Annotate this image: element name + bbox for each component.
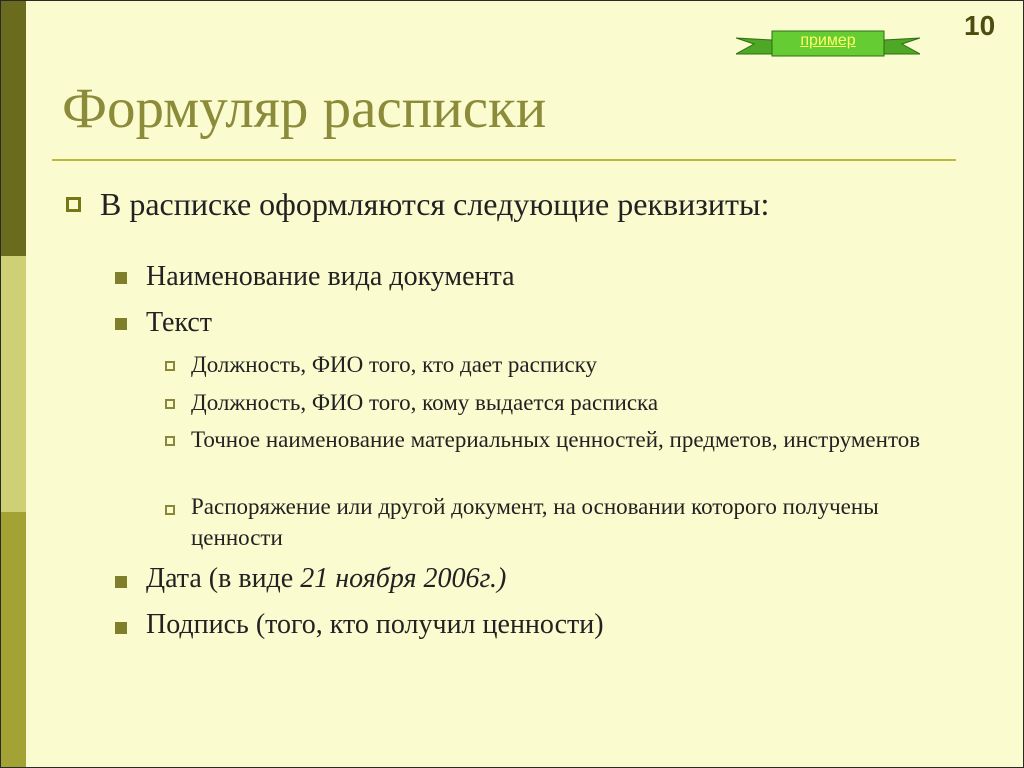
intro-text: В расписке оформляются следующие реквизиты: (100, 186, 770, 222)
date-prefix: Дата (в виде (146, 563, 301, 594)
side-strip-dark (1, 1, 26, 256)
small-square-bullet-icon (165, 399, 175, 409)
example-ribbon-button[interactable] (736, 28, 920, 62)
item-signature: Подпись (того, кто получил ценности) (146, 609, 604, 640)
subitem-giver: Должность, ФИО того, кто дает расписку (191, 352, 598, 377)
subitem-basis-document: Распоряжение или другой документ, на основании которого получены ценности (191, 494, 879, 550)
date-example: 21 ноября 2006г.) (300, 563, 507, 594)
side-strip-light (1, 256, 26, 512)
square-bullet-icon (115, 272, 127, 284)
subitem-receiver: Должность, ФИО того, кому выдается расписка (191, 390, 659, 415)
item-doc-type: Наименование вида документа (146, 261, 515, 292)
square-bullet-icon (115, 576, 127, 588)
small-square-bullet-icon (165, 361, 175, 371)
ribbon-label: пример (800, 32, 856, 49)
title-divider (52, 159, 956, 161)
square-bullet-icon (115, 318, 127, 330)
small-square-bullet-icon (165, 505, 175, 515)
slide-title: Формуляр расписки (62, 77, 547, 140)
side-strip-medium (1, 512, 26, 767)
square-bullet-icon (115, 622, 127, 634)
slide-number: 10 (964, 10, 996, 41)
open-square-bullet-icon (66, 197, 81, 212)
subitem-valuables: Точное наименование материальных ценностей, предметов, инструментов (191, 427, 921, 452)
small-square-bullet-icon (165, 436, 175, 446)
item-text: Текст (146, 307, 213, 338)
item-date (146, 563, 506, 595)
